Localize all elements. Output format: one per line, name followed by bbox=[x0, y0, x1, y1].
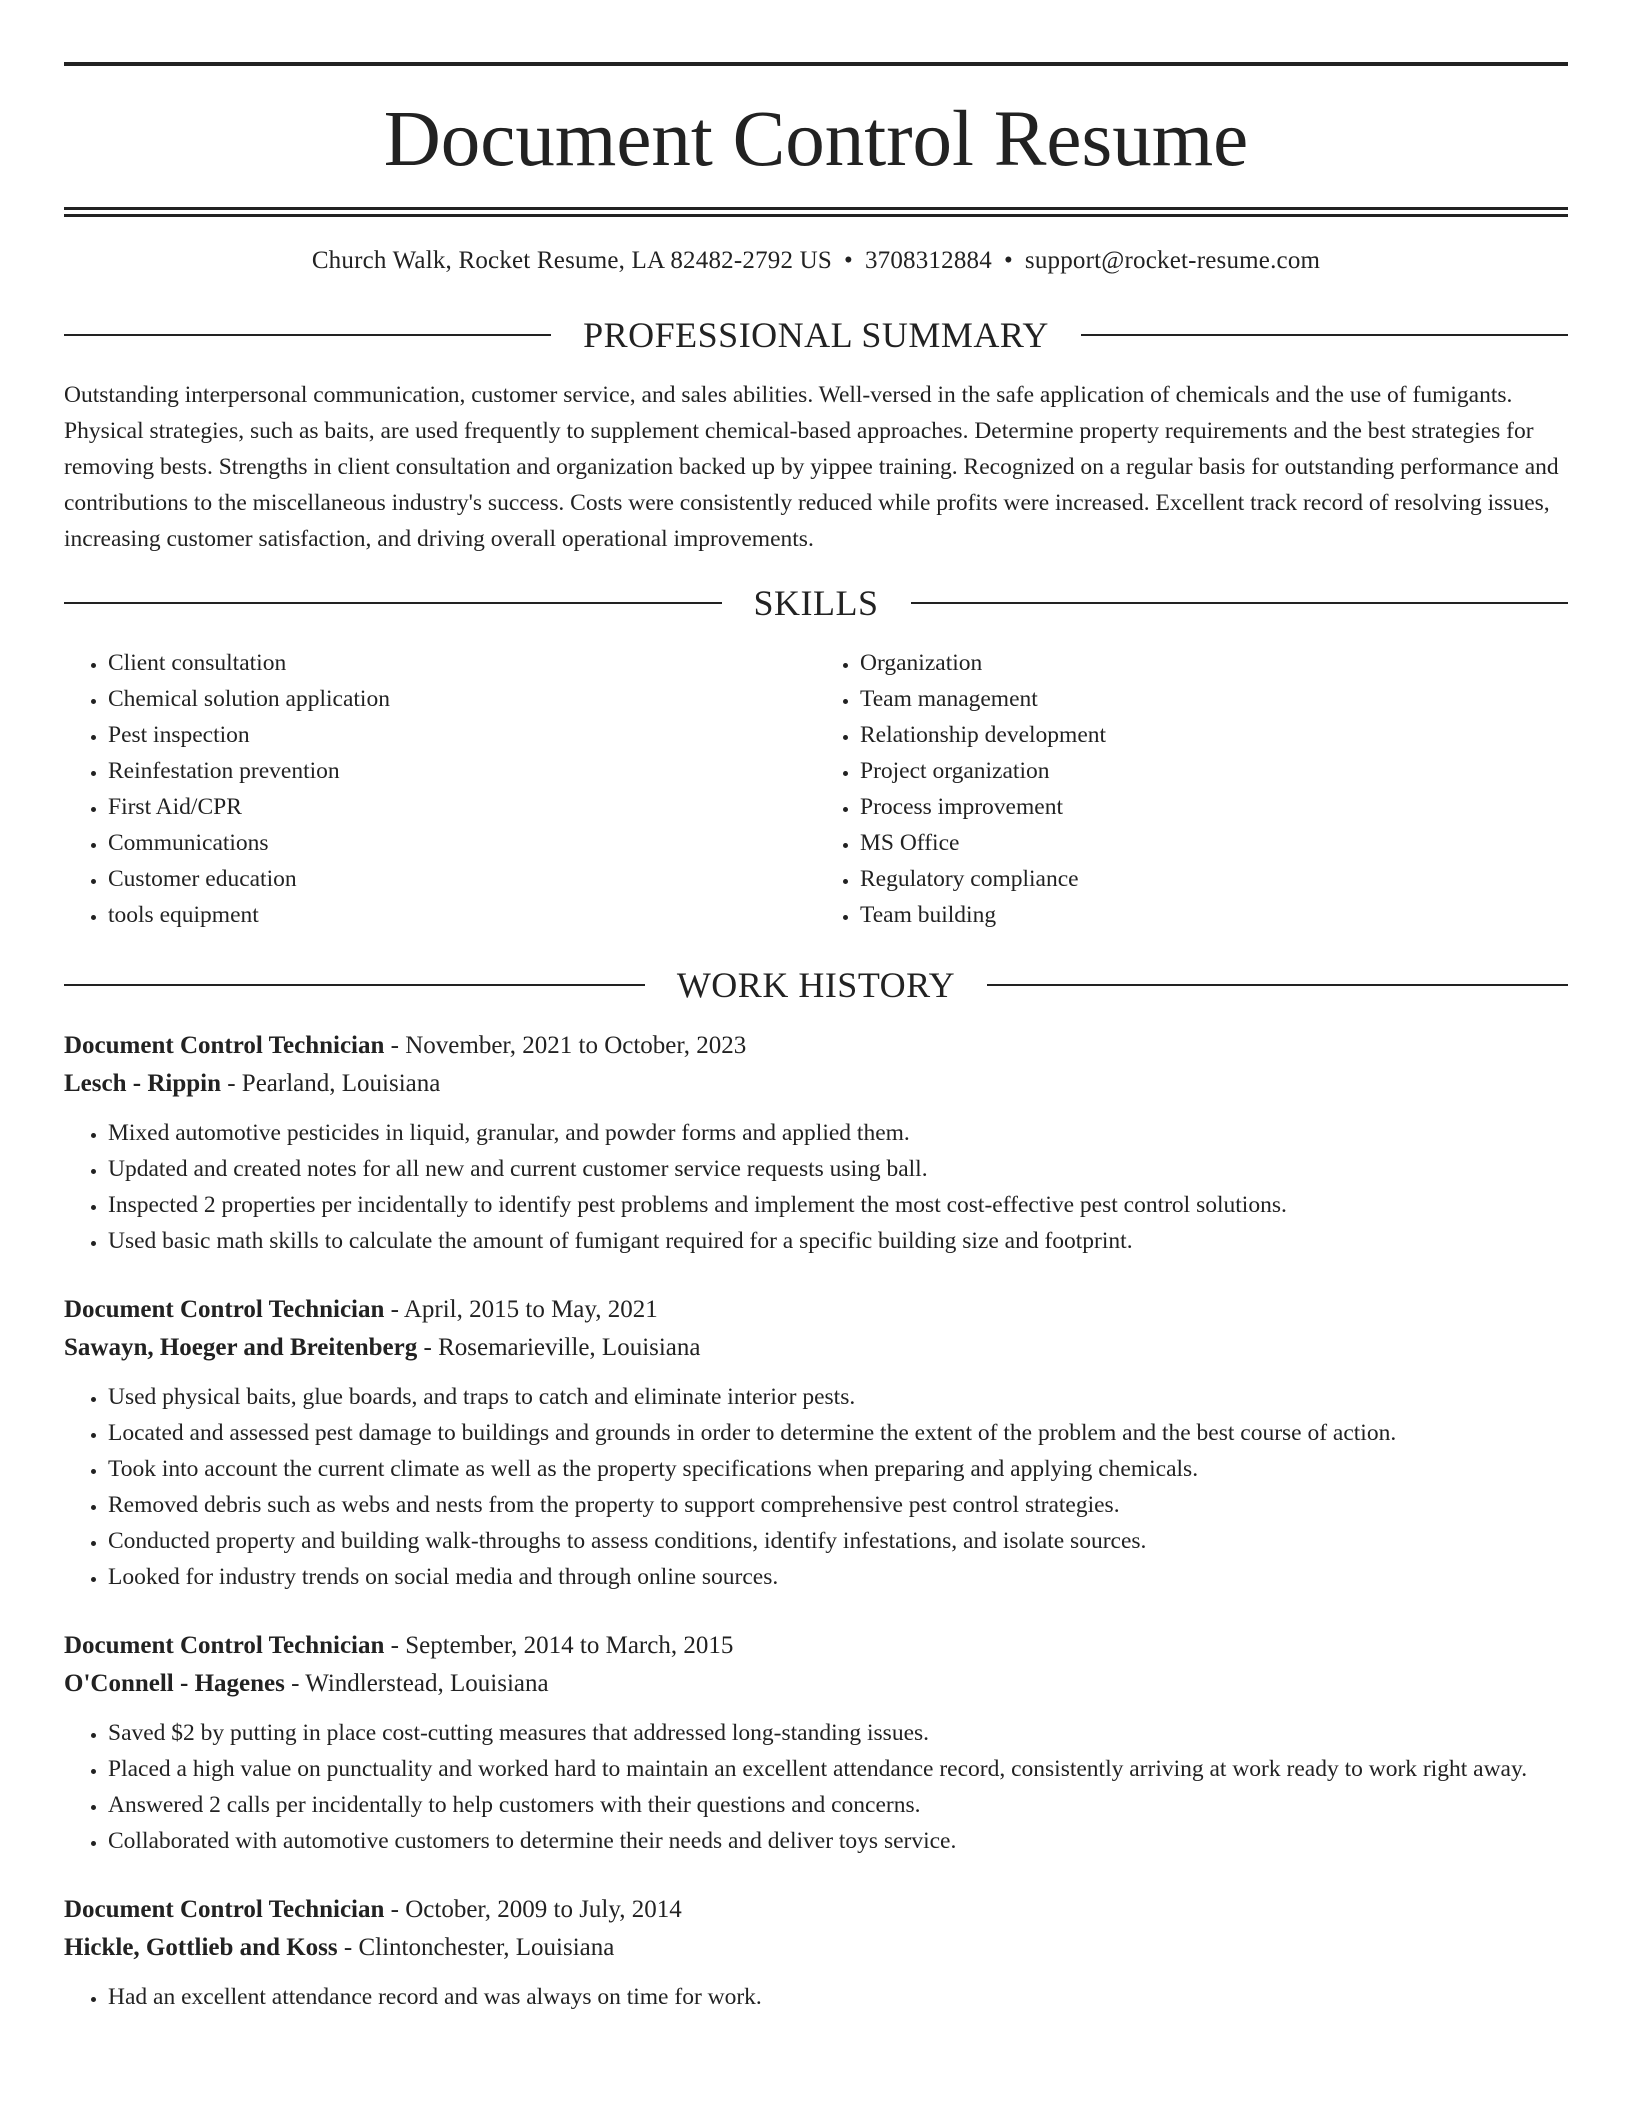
summary-heading-label: PROFESSIONAL SUMMARY bbox=[583, 315, 1049, 355]
job-bullet: • Updated and created notes for all new and current customer service requests using ball. bbox=[108, 1151, 1568, 1187]
skill-item: • Regulatory compliance bbox=[860, 861, 1568, 897]
job-location: - Rosemarieville, Louisiana bbox=[417, 1334, 701, 1361]
heading-rule-right bbox=[1081, 334, 1568, 336]
job-company-line bbox=[64, 1665, 1568, 1703]
skill-item: • Reinfestation prevention bbox=[108, 753, 816, 789]
contact-address: Church Walk, Rocket Resume, LA 82482-2792 US bbox=[311, 247, 832, 274]
skills-heading bbox=[64, 585, 1568, 621]
top-rule bbox=[64, 62, 1568, 66]
job-title-line bbox=[64, 1891, 1568, 1929]
job-bullet: • Mixed automotive pesticides in liquid, granular, and powder forms and applied them. bbox=[108, 1115, 1568, 1151]
work-heading bbox=[64, 967, 1568, 1003]
skills-heading-label: SKILLS bbox=[753, 583, 879, 623]
resume-page bbox=[64, 0, 1568, 2015]
job-title: Document Control Technician bbox=[64, 1296, 385, 1323]
heading-rule-left bbox=[64, 602, 722, 604]
job-bullets bbox=[64, 1979, 1568, 2015]
job-dates: - September, 2014 to March, 2015 bbox=[384, 1632, 734, 1659]
skill-item: • Relationship development bbox=[860, 717, 1568, 753]
job-dates: - April, 2015 to May, 2021 bbox=[384, 1296, 658, 1323]
summary-heading bbox=[64, 317, 1568, 353]
job-bullet: • Placed a high value on punctuality and worked hard to maintain an excellent attendance record, consistently arriving at work ready to work right away. bbox=[108, 1751, 1568, 1787]
job-bullet: • Removed debris such as webs and nests from the property to support comprehensive pest control strategies. bbox=[108, 1487, 1568, 1523]
job-dates: - November, 2021 to October, 2023 bbox=[384, 1032, 747, 1059]
job-bullet: • Conducted property and building walk-throughs to assess conditions, identify infestations, and isolate sources. bbox=[108, 1523, 1568, 1559]
contact-email: support@rocket-resume.com bbox=[1024, 247, 1321, 274]
job-bullet: • Looked for industry trends on social media and through online sources. bbox=[108, 1559, 1568, 1595]
skills-list bbox=[64, 645, 1568, 933]
skill-item: • Client consultation bbox=[108, 645, 816, 681]
job-bullet: • Answered 2 calls per incidentally to help customers with their questions and concerns. bbox=[108, 1787, 1568, 1823]
title-double-rule bbox=[64, 207, 1568, 217]
job-bullets bbox=[64, 1115, 1568, 1259]
job-bullets bbox=[64, 1715, 1568, 1859]
work-heading-label: WORK HISTORY bbox=[676, 965, 956, 1005]
job-location: - Pearland, Louisiana bbox=[220, 1070, 441, 1097]
skill-item: • MS Office bbox=[860, 825, 1568, 861]
job-entry bbox=[64, 1627, 1568, 1859]
contact-line bbox=[64, 247, 1568, 275]
skill-item: • Project organization bbox=[860, 753, 1568, 789]
job-title: Document Control Technician bbox=[64, 1896, 385, 1923]
job-bullet: • Had an excellent attendance record and was always on time for work. bbox=[108, 1979, 1568, 2015]
job-bullet: • Used physical baits, glue boards, and traps to catch and eliminate interior pests. bbox=[108, 1379, 1568, 1415]
job-title-line bbox=[64, 1291, 1568, 1329]
job-bullet: • Used basic math skills to calculate the amount of fumigant required for a specific building size and footprint. bbox=[108, 1223, 1568, 1259]
job-location: - Windlerstead, Louisiana bbox=[284, 1670, 549, 1697]
job-entry bbox=[64, 1891, 1568, 2015]
skill-item: • First Aid/CPR bbox=[108, 789, 816, 825]
job-company-line bbox=[64, 1929, 1568, 1967]
heading-rule-left bbox=[64, 984, 645, 986]
skill-item: • Chemical solution application bbox=[108, 681, 816, 717]
job-bullet: • Located and assessed pest damage to buildings and grounds in order to determine the extent of the problem and the best course of action. bbox=[108, 1415, 1568, 1451]
job-company: Sawayn, Hoeger and Breitenberg bbox=[64, 1334, 418, 1361]
job-company: Lesch - Rippin bbox=[64, 1070, 221, 1097]
skill-item: • Communications bbox=[108, 825, 816, 861]
job-bullets bbox=[64, 1379, 1568, 1595]
job-bullet: • Took into account the current climate as well as the property specifications when preparing and applying chemicals. bbox=[108, 1451, 1568, 1487]
job-company-line bbox=[64, 1065, 1568, 1103]
job-company: Hickle, Gottlieb and Koss bbox=[64, 1934, 338, 1961]
contact-phone: 3708312884 bbox=[864, 247, 992, 274]
job-dates: - October, 2009 to July, 2014 bbox=[384, 1896, 682, 1923]
job-title-line bbox=[64, 1027, 1568, 1065]
skill-item: • Process improvement bbox=[860, 789, 1568, 825]
work-history-list bbox=[64, 1027, 1568, 2015]
skill-item: • tools equipment bbox=[108, 897, 816, 933]
heading-rule-left bbox=[64, 334, 551, 336]
heading-rule-right bbox=[987, 984, 1568, 986]
resume-title: Document Control Resume bbox=[383, 96, 1249, 183]
skills-column-left bbox=[64, 645, 816, 933]
job-company: O'Connell - Hagenes bbox=[64, 1670, 285, 1697]
job-title-line bbox=[64, 1627, 1568, 1665]
job-entry bbox=[64, 1027, 1568, 1259]
job-title: Document Control Technician bbox=[64, 1032, 385, 1059]
contact-separator: • bbox=[1003, 247, 1013, 274]
skill-item: • Customer education bbox=[108, 861, 816, 897]
heading-rule-right bbox=[911, 602, 1569, 604]
job-bullet: • Inspected 2 properties per incidentally to identify pest problems and implement the most cost-effective pest control solutions. bbox=[108, 1187, 1568, 1223]
contact-separator: • bbox=[843, 247, 853, 274]
job-title: Document Control Technician bbox=[64, 1632, 385, 1659]
job-entry bbox=[64, 1291, 1568, 1595]
job-company-line bbox=[64, 1329, 1568, 1367]
skill-item: • Organization bbox=[860, 645, 1568, 681]
summary-text: Outstanding interpersonal communication, customer service, and sales abilities. Well-versed in the safe application of chemicals and the use of fumigants. Physical strategies, such as baits, are used frequently to supplement chemical-based approaches. Determine property requirements and the best strategies for removing bests. Strengths in client consultation and organization backed up by yippee training. Recognized on a regular basis for outstanding performance and contributions to the miscellaneous industry's success. Costs were consistently reduced while profits were increased. Excellent track record of resolving issues, increasing customer satisfaction, and driving overall operational improvements. bbox=[64, 382, 1559, 552]
job-bullet: • Saved $2 by putting in place cost-cutting measures that addressed long-standing issues. bbox=[108, 1715, 1568, 1751]
skill-item: • Team management bbox=[860, 681, 1568, 717]
job-bullet: • Collaborated with automotive customers to determine their needs and deliver toys service. bbox=[108, 1823, 1568, 1859]
job-location: - Clintonchester, Louisiana bbox=[337, 1934, 615, 1961]
skill-item: • Pest inspection bbox=[108, 717, 816, 753]
skills-column-right bbox=[816, 645, 1568, 933]
skill-item: • Team building bbox=[860, 897, 1568, 933]
